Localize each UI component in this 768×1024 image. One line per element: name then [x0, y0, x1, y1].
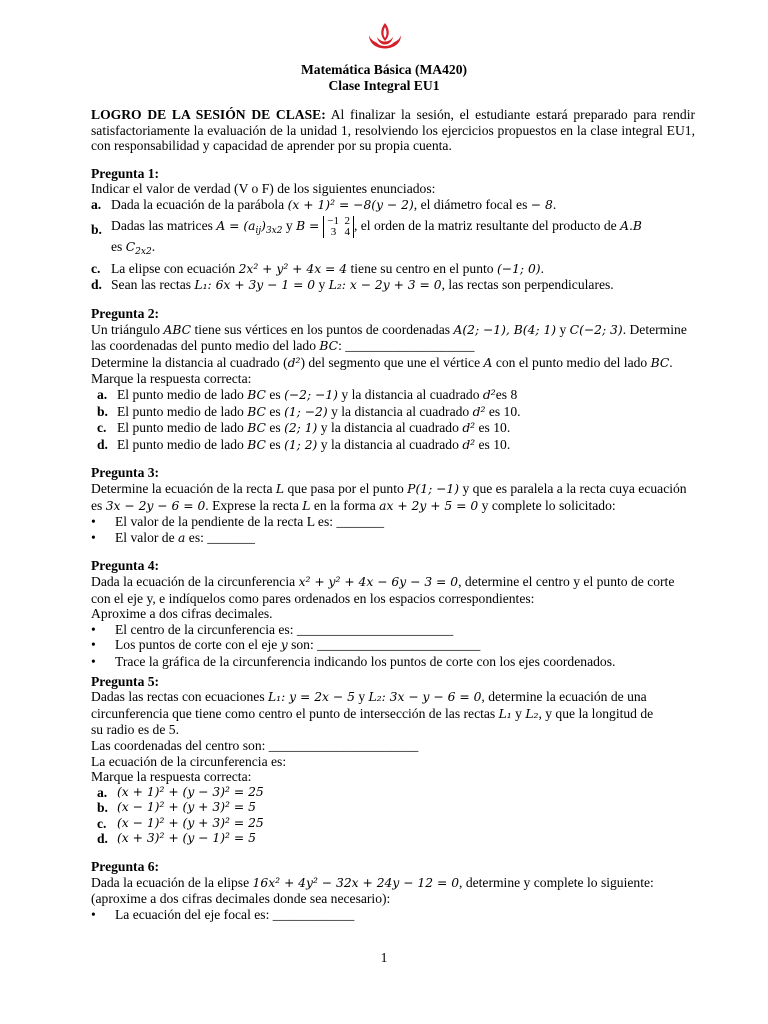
- option-d: d. El punto medio de lado BC es (1; 2) y la distancia al cuadrado d² es 10.: [97, 436, 511, 452]
- option-a: a. El punto medio de lado BC es (−2; −1) y la distancia al cuadrado d²es 8: [97, 387, 518, 403]
- document-body: [91, 107, 695, 922]
- question-text: Las coordenadas del centro son: ______________________: [91, 737, 419, 753]
- question-text: Dadas las rectas con ecuaciones L₁: y = 2x − 5 y L₂: 3x − y − 6 = 0, determine la ecuación de una: [91, 689, 647, 705]
- question-text: las coordenadas del punto medio del lado BC: ___________________: [91, 338, 475, 354]
- bullet-item: • El valor de a es: _______: [91, 529, 255, 545]
- question-text: La ecuación de la circunferencia es:: [91, 753, 287, 769]
- bullet-item: • El centro de la circunferencia es: _______________________: [91, 621, 454, 637]
- question-6: [91, 859, 695, 922]
- question-title: Pregunta 1:: [91, 165, 160, 181]
- option-b: b. El punto medio de lado BC es (1; −2) y la distancia al cuadrado d² es 10.: [97, 403, 521, 419]
- question-title: Pregunta 5:: [91, 673, 160, 689]
- question-text: (aproxime a dos cifras decimales donde sea necesario):: [91, 891, 391, 907]
- question-title: Pregunta 3:: [91, 465, 160, 481]
- question-text: Marque la respuesta correcta:: [91, 371, 252, 387]
- question-3: [91, 465, 695, 546]
- question-5: [91, 674, 695, 848]
- page-number: 1: [380, 950, 388, 965]
- session-goal: [91, 107, 695, 154]
- question-text: Dada la ecuación de la elipse 16x² + 4y² − 32x + 24y − 12 = 0, determine y complete lo siguiente:: [91, 874, 654, 890]
- matrix-b: −1 2 3 4: [323, 216, 354, 238]
- question-text: Determine la distancia al cuadrado (d²) del segmento que une el vértice A con el punto medio del lado BC.: [91, 354, 673, 370]
- session-goal-text: Al finalizar la sesión, el estudiante estará preparado para rendir satisfactoriamente la evaluación de la unidad 1, resolviendo los ejercicios propuestos en la clase integral EU1, con responsabilidad y capacidad de aprender por su propia cuenta.: [91, 107, 695, 154]
- question-title: Pregunta 6:: [91, 859, 160, 875]
- statement-d: d. Sean las rectas L₁: 6x + 3y − 1 = 0 y L₂: x − 2y + 3 = 0, las rectas son perpendiculares.: [91, 277, 614, 293]
- question-text: Dada la ecuación de la circunferencia x² + y² + 4x − 6y − 3 = 0, determine el centro y el punto de corte: [91, 573, 675, 589]
- question-text: es 3x − 2y − 6 = 0. Exprese la recta L en la forma ax + 2y + 5 = 0 y complete lo solicitado:: [91, 497, 616, 513]
- question-title: Pregunta 2:: [91, 306, 160, 322]
- session-goal-heading: LOGRO DE LA SESIÓN DE CLASE:: [91, 107, 326, 122]
- question-title: Pregunta 4:: [91, 558, 160, 574]
- option-d: d. (x + 3)² + (y − 1)² = 5: [97, 831, 256, 847]
- statement-c: c. La elipse con ecuación 2x² + y² + 4x = 4 tiene su centro en el punto (−1; 0).: [91, 260, 544, 276]
- option-c: c. El punto medio de lado BC es (2; 1) y la distancia al cuadrado d² es 10.: [97, 420, 511, 436]
- bullet-item: • La ecuación del eje focal es: ____________: [91, 906, 355, 922]
- option-b: b. (x − 1)² + (y + 3)² = 5: [97, 800, 256, 816]
- option-a: a. (x + 1)² + (y − 3)² = 25: [97, 784, 264, 800]
- statement-b: b. Dadas las matrices $A = (a_{ij})_{3x2}$ y B = −1 2 3 4 , el orden de la matriz resultante del producto de A.B es $C_{2x2}$.: [91, 214, 642, 258]
- course-title: Matemática Básica (MA420): [300, 62, 468, 77]
- bullet-item: • El valor de la pendiente de la recta L es: _______: [91, 514, 385, 530]
- question-4: [91, 558, 695, 669]
- question-text: Marque la respuesta correcta:: [91, 769, 252, 785]
- bullet-item: • Los puntos de corte con el eje y son: ________________________: [91, 637, 481, 653]
- question-2: [91, 306, 695, 453]
- bullet-item: • Trace la gráfica de la circunferencia indicando los puntos de corte con los ejes coordenados.: [91, 653, 616, 669]
- question-text: Determine la ecuación de la recta L que pasa por el punto P(1; −1) y que es paralela a la recta cuya ecuación: [91, 481, 687, 496]
- class-subtitle: Clase Integral EU1: [328, 77, 440, 93]
- document-header: [0, 62, 768, 93]
- question-text: circunferencia que tiene como centro el punto de intersección de las rectas L₁ y L₂, y que la longitud de: [91, 705, 654, 721]
- question-text: Indicar el valor de verdad (V o F) de los siguientes enunciados:: [91, 181, 436, 197]
- question-1: [91, 166, 695, 294]
- question-text: Aproxime a dos cifras decimales.: [91, 606, 273, 622]
- question-text: su radio es de 5.: [91, 722, 179, 738]
- option-c: c. (x − 1)² + (y + 3)² = 25: [97, 815, 264, 831]
- question-text: con el eje y, e indíquelos como pares ordenados en los espacios correspondientes:: [91, 590, 535, 606]
- question-text: Un triángulo ABC tiene sus vértices en los puntos de coordenadas A(2; −1), B(4; 1) y C(−2; 3). Determine: [91, 321, 687, 337]
- statement-a: a. Dada la ecuación de la parábola (x + 1)² = −8(y − 2), el diámetro focal es − 8.: [91, 196, 557, 212]
- upc-logo: [365, 21, 405, 61]
